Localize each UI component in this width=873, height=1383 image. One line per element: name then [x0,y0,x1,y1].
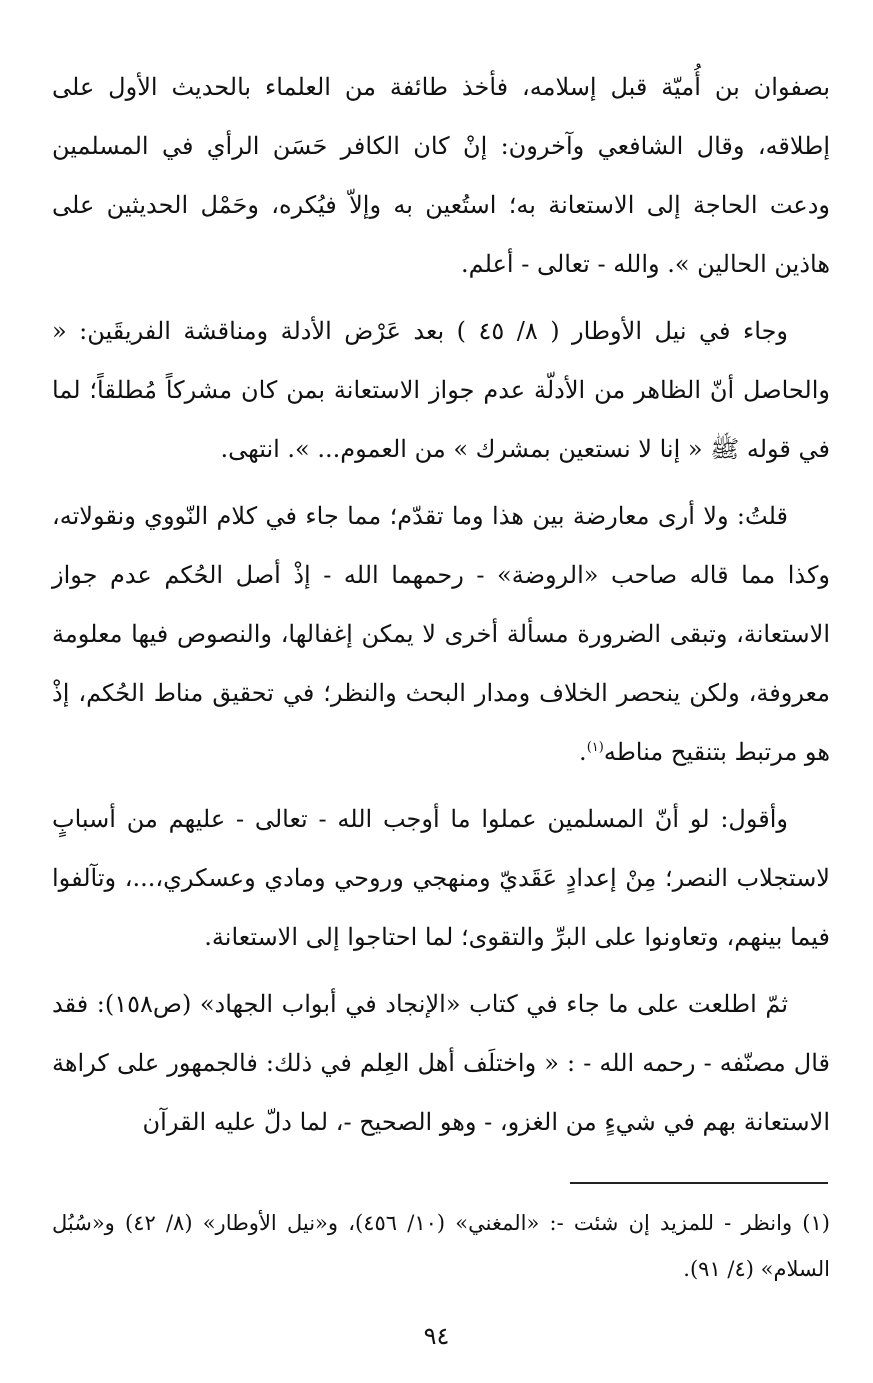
page-number: ٩٤ [423,1322,450,1350]
paragraph-qultu-text: قلتُ: ولا أرى معارضة بين هذا وما تقدّم؛ مما جاء في كلام النّووي ونقولاته، وكذا مما قاله صاحب «الروضة» - رحمهما الله - إذْ أصل الحُكم عدم جواز الاستعانة، وتبقى الضرورة مسألة أخرى لا يمكن إغفالها، والنصوص فيها معلومة معروفة، ولكن ينحصر الخلاف ومدار البحث والنظر؛ في تحقيق مناط الحُكم، إذْ هو مرتبط بتنقيح مناطه [52,502,831,766]
footnote-divider [570,1182,828,1184]
paragraph-nayl-al-awtar: وجاء في نيل الأوطار ( ٨/ ٤٥ ) بعد عَرْض الأدلة ومناقشة الفريقَين: « والحاصل أنّ الظاهر من الأدلّة عدم جواز الاستعانة بمن كان مشركاً مُطلقاً؛ لما في قوله ﷺ « إنا لا نستعين بمشرك » من العموم... ». انتهى. [52,317,830,463]
page-body [52,58,830,1152]
paragraph-continuation: بصفوان بن أُميّة قبل إسلامه، فأخذ طائفة من العلماء بالحديث الأول على إطلاقه، وقال الشافعي وآخرون: إنْ كان الكافر حَسَن الرأي في المسلمين ودعت الحاجة إلى الاستعانة به؛ استُعين به وإلاّ فيُكره، وحَمْل الحديثين على هاذين الحالين ». والله - تعالى - أعلم. [52,73,830,278]
paragraph-qultu-end: . [579,738,587,766]
footnote: (١) وانظر - للمزيد إن شئت -: «المغني» (١٠/ ٤٥٦)، و«نيل الأوطار» (٨/ ٤٢) و«سُبُل السلام» (٤/ ٩١). [52,1211,830,1281]
paragraph-al-injad: ثمّ اطلعت على ما جاء في كتاب «الإنجاد في أبواب الجهاد» (ص١٥٨): فقد قال مصنّفه - رحمه الله - : « واختلَف أهل العِلم في ذلك: فالجمهور على كراهة الاستعانة بهم في شيءٍ من الغزو، - وهو الصحيح -، لما دلّ عليه القرآن [52,990,830,1136]
paragraph-qultu [52,487,830,782]
footnote-reference: (١) [586,740,604,755]
paragraph-aqulu: وأقول: لو أنّ المسلمين عملوا ما أوجب الله - تعالى - عليهم من أسبابٍ لاستجلاب النصر؛ مِنْ إعدادٍ عَقَديّ ومنهجي وروحي ومادي وعسكري،...، وتآلفوا فيما بينهم، وتعاونوا على البرِّ والتقوى؛ لما احتاجوا إلى الاستعانة. [52,805,830,951]
